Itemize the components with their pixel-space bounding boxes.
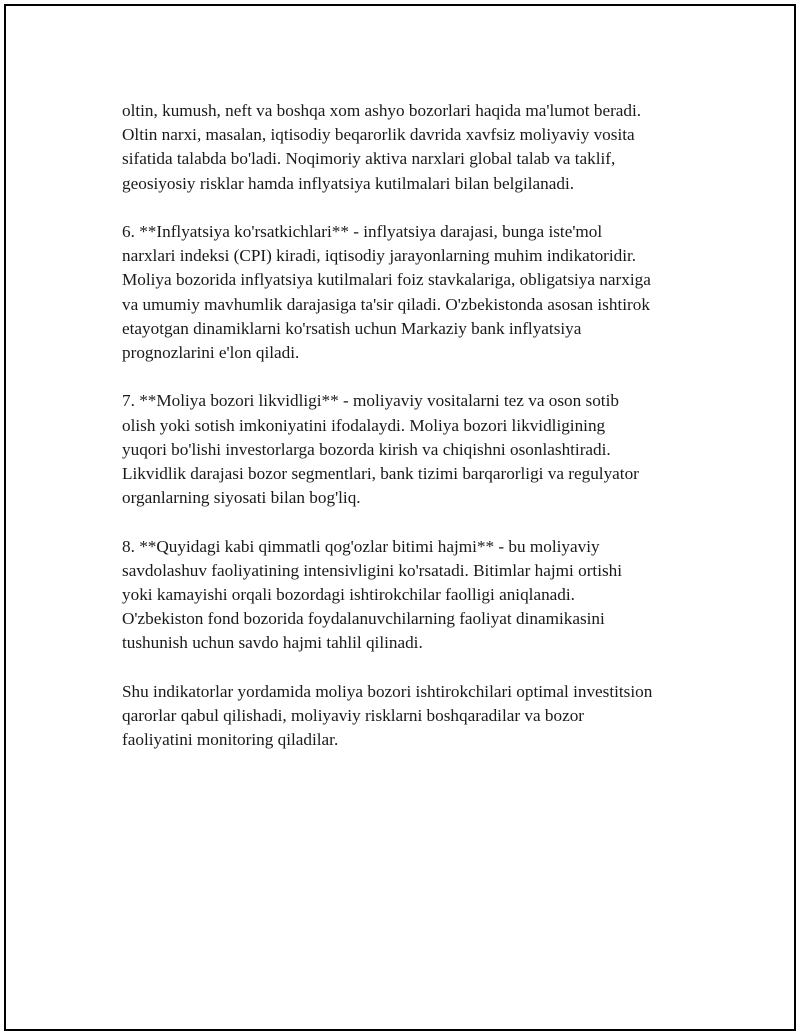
text-line: savdolashuv faoliyatining intensivligini ko'rsatadi. Bitimlar hajmi ortishi bbox=[122, 560, 623, 580]
text-line: faoliyatini monitoring qiladilar. bbox=[122, 730, 339, 750]
paragraph-commodities bbox=[122, 99, 712, 196]
text-line: yuqori bo'lishi investorlarga bozorda kirish va chiqishni osonlashtiradi. bbox=[122, 439, 611, 459]
text-line: 6. **Inflyatsiya ko'rsatkichlari** - inflyatsiya darajasi, bunga iste'mol bbox=[122, 222, 603, 241]
text-line: sifatida talabda bo'ladi. Noqimoriy aktiva narxlari global talab va taklif, bbox=[122, 149, 616, 169]
text-line: O'zbekiston fond bozorida foydalanuvchilarning faoliyat dinamikasini bbox=[122, 609, 605, 629]
text-line: qarorlar qabul qilishadi, moliyaviy risklarni boshqaradilar va bozor bbox=[122, 706, 585, 726]
text-line: oltin, kumush, neft va boshqa xom ashyo bozorlari haqida ma'lumot beradi. bbox=[122, 101, 642, 120]
paragraph-conclusion bbox=[122, 680, 712, 753]
text-line: geosiyosiy risklar hamda inflyatsiya kutilmalari bilan belgilanadi. bbox=[122, 173, 575, 193]
text-line: 8. **Quyidagi kabi qimmatli qog'ozlar bitimi hajmi** - bu moliyaviy bbox=[122, 536, 600, 556]
document-body bbox=[122, 99, 712, 777]
text-line: etayotgan dinamiklarni ko'rsatish uchun Markaziy bank inflyatsiya bbox=[122, 318, 582, 338]
paragraph-inflation bbox=[122, 220, 712, 365]
page-frame bbox=[4, 4, 796, 1031]
text-line: Moliya bozorida inflyatsiya kutilmalari foiz stavkalariga, obligatsiya narxiga bbox=[122, 270, 651, 290]
text-line: Likvidlik darajasi bozor segmentlari, bank tizimi barqarorligi va regulyator bbox=[122, 464, 639, 484]
text-line: 7. **Moliya bozori likvidligi** - moliyaviy vositalarni tez va oson sotib bbox=[122, 391, 619, 411]
text-line: Shu indikatorlar yordamida moliya bozori ishtirokchilari optimal investitsion bbox=[122, 681, 653, 701]
text-line: va umumiy mavhumlik darajasiga ta'sir qiladi. O'zbekistonda asosan ishtirok bbox=[122, 294, 650, 314]
text-line: narxlari indeksi (CPI) kiradi, iqtisodiy jarayonlarning muhim indikatoridir. bbox=[122, 246, 637, 266]
text-line: tushunish uchun savdo hajmi tahlil qilinadi. bbox=[122, 633, 423, 653]
text-line: prognozlarini e'lon qiladi. bbox=[122, 343, 300, 363]
text-line: organlarning siyosati bilan bog'liq. bbox=[122, 488, 361, 508]
paragraph-liquidity bbox=[122, 389, 712, 510]
text-line: Oltin narxi, masalan, iqtisodiy beqarorlik davrida xavfsiz moliyaviy vosita bbox=[122, 125, 635, 145]
paragraph-trading-volume bbox=[122, 535, 712, 656]
text-line: olish yoki sotish imkoniyatini ifodalaydi. Moliya bozori likvidligining bbox=[122, 415, 606, 435]
text-line: yoki kamayishi orqali bozordagi ishtirokchilar faolligi aniqlanadi. bbox=[122, 585, 575, 605]
